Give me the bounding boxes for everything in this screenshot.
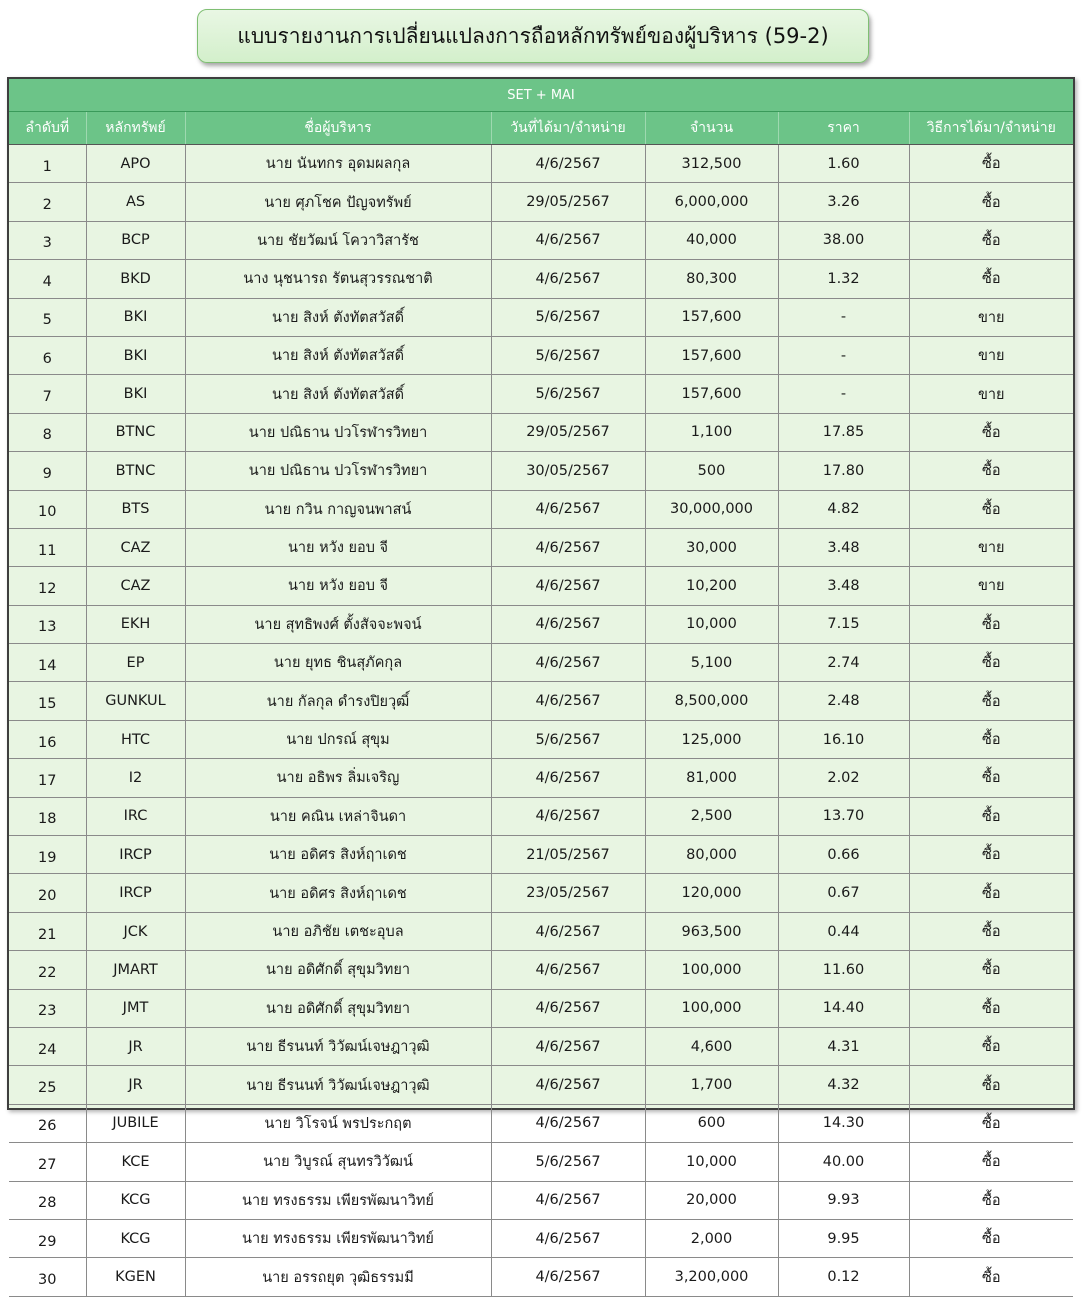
cell-no: 4 — [9, 260, 86, 298]
cell-method: ซื้อ — [909, 605, 1073, 643]
cell-method: ซื้อ — [909, 989, 1073, 1027]
cell-name: นาย สิงห์ ตังทัตสวัสดิ์ — [185, 336, 491, 374]
cell-volume: 157,600 — [645, 298, 778, 336]
cell-date: 29/05/2567 — [491, 183, 645, 221]
cell-method: ซื้อ — [909, 1143, 1073, 1181]
cell-no: 15 — [9, 682, 86, 720]
cell-name: นาย วิโรจน์ พรประกฤต — [185, 1104, 491, 1142]
cell-volume: 125,000 — [645, 720, 778, 758]
cell-price: 16.10 — [778, 720, 909, 758]
cell-date: 4/6/2567 — [491, 528, 645, 566]
table-row — [9, 336, 1073, 374]
cell-no: 5 — [9, 298, 86, 336]
cell-date: 4/6/2567 — [491, 682, 645, 720]
cell-name: นาย หวัง ยอบ จี — [185, 528, 491, 566]
cell-volume: 2,500 — [645, 797, 778, 835]
cell-date: 4/6/2567 — [491, 567, 645, 605]
cell-date: 23/05/2567 — [491, 874, 645, 912]
cell-name: นาย คณิน เหล่าจินดา — [185, 797, 491, 835]
cell-name: นาย อภิชัย เตชะอุบล — [185, 912, 491, 950]
cell-security: IRC — [86, 797, 185, 835]
cell-method: ขาย — [909, 375, 1073, 413]
cell-security: JR — [86, 1066, 185, 1104]
cell-method: ซื้อ — [909, 874, 1073, 912]
cell-security: EKH — [86, 605, 185, 643]
table-row — [9, 1027, 1073, 1065]
cell-date: 30/05/2567 — [491, 452, 645, 490]
cell-security: KCE — [86, 1143, 185, 1181]
cell-price: - — [778, 336, 909, 374]
cell-no: 30 — [9, 1258, 86, 1296]
cell-volume: 1,700 — [645, 1066, 778, 1104]
cell-price: 4.32 — [778, 1066, 909, 1104]
cell-price: 38.00 — [778, 221, 909, 259]
cell-no: 9 — [9, 452, 86, 490]
cell-no: 14 — [9, 644, 86, 682]
cell-price: 14.40 — [778, 989, 909, 1027]
cell-price: 14.30 — [778, 1104, 909, 1142]
cell-price: 2.48 — [778, 682, 909, 720]
cell-volume: 100,000 — [645, 951, 778, 989]
cell-security: KCG — [86, 1219, 185, 1257]
cell-name: นาย ปณิธาน ปวโรฬารวิทยา — [185, 413, 491, 451]
cell-date: 5/6/2567 — [491, 298, 645, 336]
cell-volume: 2,000 — [645, 1219, 778, 1257]
cell-date: 4/6/2567 — [491, 1027, 645, 1065]
cell-price: 2.02 — [778, 759, 909, 797]
cell-name: นาย ธีรนนท์ วิวัฒน์เจษฎาวุฒิ — [185, 1027, 491, 1065]
report-table-container — [7, 77, 1075, 1289]
column-header-price: ราคา — [778, 112, 909, 145]
cell-date: 4/6/2567 — [491, 221, 645, 259]
column-header-no: ลำดับที่ — [9, 112, 86, 145]
cell-date: 4/6/2567 — [491, 1104, 645, 1142]
cell-security: BTNC — [86, 452, 185, 490]
cell-name: นาย อธิพร ลิ่มเจริญ — [185, 759, 491, 797]
cell-price: 0.66 — [778, 836, 909, 874]
cell-date: 4/6/2567 — [491, 490, 645, 528]
cell-volume: 20,000 — [645, 1181, 778, 1219]
cell-volume: 10,000 — [645, 1143, 778, 1181]
cell-no: 24 — [9, 1027, 86, 1065]
cell-volume: 3,200,000 — [645, 1258, 778, 1296]
cell-date: 5/6/2567 — [491, 336, 645, 374]
cell-no: 22 — [9, 951, 86, 989]
table-row — [9, 1066, 1073, 1104]
cell-date: 4/6/2567 — [491, 797, 645, 835]
cell-volume: 5,100 — [645, 644, 778, 682]
cell-security: AS — [86, 183, 185, 221]
cell-no: 12 — [9, 567, 86, 605]
cell-method: ซื้อ — [909, 720, 1073, 758]
cell-volume: 157,600 — [645, 375, 778, 413]
table-row — [9, 1181, 1073, 1219]
cell-method: ซื้อ — [909, 797, 1073, 835]
cell-security: CAZ — [86, 528, 185, 566]
cell-date: 5/6/2567 — [491, 1143, 645, 1181]
cell-date: 4/6/2567 — [491, 1258, 645, 1296]
table-row — [9, 528, 1073, 566]
table-row — [9, 720, 1073, 758]
cell-volume: 963,500 — [645, 912, 778, 950]
cell-method: ขาย — [909, 298, 1073, 336]
cell-volume: 80,300 — [645, 260, 778, 298]
cell-date: 29/05/2567 — [491, 413, 645, 451]
cell-date: 21/05/2567 — [491, 836, 645, 874]
cell-date: 4/6/2567 — [491, 260, 645, 298]
cell-method: ซื้อ — [909, 836, 1073, 874]
cell-price: 7.15 — [778, 605, 909, 643]
cell-method: ซื้อ — [909, 145, 1073, 183]
cell-security: JR — [86, 1027, 185, 1065]
cell-price: 9.95 — [778, 1219, 909, 1257]
cell-name: นาย ชัยวัฒน์ โควาวิสารัช — [185, 221, 491, 259]
cell-method: ซื้อ — [909, 644, 1073, 682]
cell-method: ซื้อ — [909, 490, 1073, 528]
cell-name: นาย ปณิธาน ปวโรฬารวิทยา — [185, 452, 491, 490]
table-row — [9, 567, 1073, 605]
column-header-date: วันที่ได้มา/จำหน่าย — [491, 112, 645, 145]
cell-volume: 1,100 — [645, 413, 778, 451]
cell-no: 17 — [9, 759, 86, 797]
table-row — [9, 145, 1073, 183]
cell-method: ซื้อ — [909, 260, 1073, 298]
cell-no: 25 — [9, 1066, 86, 1104]
cell-method: ขาย — [909, 336, 1073, 374]
column-header-row — [9, 112, 1073, 145]
cell-price: 2.74 — [778, 644, 909, 682]
cell-security: JMART — [86, 951, 185, 989]
cell-price: 17.85 — [778, 413, 909, 451]
cell-no: 6 — [9, 336, 86, 374]
table-row — [9, 874, 1073, 912]
cell-method: ซื้อ — [909, 1258, 1073, 1296]
cell-name: นาย กวิน กาญจนพาสน์ — [185, 490, 491, 528]
cell-method: ซื้อ — [909, 951, 1073, 989]
cell-no: 29 — [9, 1219, 86, 1257]
cell-no: 19 — [9, 836, 86, 874]
cell-method: ขาย — [909, 528, 1073, 566]
cell-security: BKI — [86, 336, 185, 374]
table-row — [9, 951, 1073, 989]
cell-method: ซื้อ — [909, 221, 1073, 259]
cell-method: ขาย — [909, 567, 1073, 605]
cell-security: BKI — [86, 298, 185, 336]
cell-date: 4/6/2567 — [491, 644, 645, 682]
cell-method: ซื้อ — [909, 1066, 1073, 1104]
cell-security: KCG — [86, 1181, 185, 1219]
cell-price: 3.48 — [778, 567, 909, 605]
cell-method: ซื้อ — [909, 452, 1073, 490]
cell-name: นาย อดิศักดิ์ สุขุมวิทยา — [185, 989, 491, 1027]
column-header-security: หลักทรัพย์ — [86, 112, 185, 145]
cell-security: BCP — [86, 221, 185, 259]
cell-security: I2 — [86, 759, 185, 797]
table-row — [9, 490, 1073, 528]
cell-volume: 100,000 — [645, 989, 778, 1027]
cell-no: 7 — [9, 375, 86, 413]
cell-security: BTNC — [86, 413, 185, 451]
cell-price: - — [778, 375, 909, 413]
cell-volume: 8,500,000 — [645, 682, 778, 720]
cell-date: 4/6/2567 — [491, 145, 645, 183]
cell-date: 4/6/2567 — [491, 605, 645, 643]
table-row — [9, 797, 1073, 835]
cell-no: 18 — [9, 797, 86, 835]
cell-name: นาย นันทกร อุดมผลกุล — [185, 145, 491, 183]
cell-volume: 120,000 — [645, 874, 778, 912]
cell-date: 5/6/2567 — [491, 720, 645, 758]
cell-date: 4/6/2567 — [491, 1219, 645, 1257]
cell-date: 4/6/2567 — [491, 912, 645, 950]
cell-name: นาง นุชนารถ รัตนสุวรรณชาติ — [185, 260, 491, 298]
cell-date: 4/6/2567 — [491, 1181, 645, 1219]
cell-price: 17.80 — [778, 452, 909, 490]
cell-no: 27 — [9, 1143, 86, 1181]
cell-date: 4/6/2567 — [491, 951, 645, 989]
cell-name: นาย อดิศร สิงห์ฤาเดช — [185, 874, 491, 912]
cell-volume: 500 — [645, 452, 778, 490]
group-header: SET + MAI — [9, 79, 1073, 112]
cell-date: 5/6/2567 — [491, 375, 645, 413]
table-row — [9, 452, 1073, 490]
cell-volume: 40,000 — [645, 221, 778, 259]
table-row — [9, 375, 1073, 413]
cell-security: JMT — [86, 989, 185, 1027]
cell-price: 11.60 — [778, 951, 909, 989]
cell-no: 20 — [9, 874, 86, 912]
cell-no: 2 — [9, 183, 86, 221]
table-row — [9, 1143, 1073, 1181]
cell-method: ซื้อ — [909, 1181, 1073, 1219]
cell-date: 4/6/2567 — [491, 989, 645, 1027]
table-row — [9, 413, 1073, 451]
cell-no: 8 — [9, 413, 86, 451]
cell-no: 10 — [9, 490, 86, 528]
cell-volume: 157,600 — [645, 336, 778, 374]
column-header-name: ชื่อผู้บริหาร — [185, 112, 491, 145]
table-row — [9, 1258, 1073, 1296]
cell-name: นาย กัลกุล ดำรงปิยวุฒิ์ — [185, 682, 491, 720]
cell-price: 13.70 — [778, 797, 909, 835]
cell-method: ซื้อ — [909, 759, 1073, 797]
cell-volume: 10,000 — [645, 605, 778, 643]
report-table — [9, 79, 1073, 1297]
cell-price: 3.48 — [778, 528, 909, 566]
cell-name: นาย ศุภโชค ปัญจทรัพย์ — [185, 183, 491, 221]
cell-name: นาย ทรงธรรม เพียรพัฒนาวิทย์ — [185, 1219, 491, 1257]
table-row — [9, 989, 1073, 1027]
cell-price: 4.82 — [778, 490, 909, 528]
cell-security: JUBILE — [86, 1104, 185, 1142]
cell-date: 4/6/2567 — [491, 759, 645, 797]
cell-name: นาย สิงห์ ตังทัตสวัสดิ์ — [185, 298, 491, 336]
table-row — [9, 221, 1073, 259]
cell-name: นาย อดิศักดิ์ สุขุมวิทยา — [185, 951, 491, 989]
cell-security: KGEN — [86, 1258, 185, 1296]
cell-security: IRCP — [86, 874, 185, 912]
cell-no: 16 — [9, 720, 86, 758]
cell-name: นาย ปกรณ์ สุขุม — [185, 720, 491, 758]
cell-no: 13 — [9, 605, 86, 643]
table-row — [9, 644, 1073, 682]
table-row — [9, 605, 1073, 643]
table-row — [9, 836, 1073, 874]
cell-volume: 30,000 — [645, 528, 778, 566]
cell-name: นาย สิงห์ ตังทัตสวัสดิ์ — [185, 375, 491, 413]
cell-price: 0.44 — [778, 912, 909, 950]
cell-price: 9.93 — [778, 1181, 909, 1219]
cell-price: 1.60 — [778, 145, 909, 183]
cell-name: นาย อดิศร สิงห์ฤาเดช — [185, 836, 491, 874]
cell-no: 1 — [9, 145, 86, 183]
cell-no: 3 — [9, 221, 86, 259]
cell-volume: 30,000,000 — [645, 490, 778, 528]
cell-security: BKD — [86, 260, 185, 298]
cell-volume: 4,600 — [645, 1027, 778, 1065]
cell-price: 0.67 — [778, 874, 909, 912]
table-body — [9, 145, 1073, 1297]
cell-method: ซื้อ — [909, 413, 1073, 451]
table-row — [9, 298, 1073, 336]
cell-volume: 81,000 — [645, 759, 778, 797]
cell-security: JCK — [86, 912, 185, 950]
cell-price: 1.32 — [778, 260, 909, 298]
report-title: แบบรายงานการเปลี่ยนแปลงการถือหลักทรัพย์ของผู้บริหาร (59-2) — [197, 9, 869, 63]
cell-security: GUNKUL — [86, 682, 185, 720]
table-row — [9, 260, 1073, 298]
cell-volume: 312,500 — [645, 145, 778, 183]
cell-security: CAZ — [86, 567, 185, 605]
cell-price: 3.26 — [778, 183, 909, 221]
cell-volume: 10,200 — [645, 567, 778, 605]
cell-name: นาย ทรงธรรม เพียรพัฒนาวิทย์ — [185, 1181, 491, 1219]
cell-name: นาย วิบูรณ์ สุนทรวิวัฒน์ — [185, 1143, 491, 1181]
cell-no: 28 — [9, 1181, 86, 1219]
cell-date: 4/6/2567 — [491, 1066, 645, 1104]
column-header-method: วิธีการได้มา/จำหน่าย — [909, 112, 1073, 145]
table-row — [9, 1104, 1073, 1142]
cell-security: BTS — [86, 490, 185, 528]
cell-name: นาย ธีรนนท์ วิวัฒน์เจษฎาวุฒิ — [185, 1066, 491, 1104]
cell-security: APO — [86, 145, 185, 183]
cell-name: นาย หวัง ยอบ จี — [185, 567, 491, 605]
cell-security: IRCP — [86, 836, 185, 874]
cell-no: 26 — [9, 1104, 86, 1142]
cell-price: - — [778, 298, 909, 336]
cell-name: นาย อรรถยุต วุฒิธรรมมี — [185, 1258, 491, 1296]
cell-volume: 600 — [645, 1104, 778, 1142]
cell-method: ซื้อ — [909, 183, 1073, 221]
cell-name: นาย ยุทธ ชินสุภัคกุล — [185, 644, 491, 682]
cell-no: 11 — [9, 528, 86, 566]
table-row — [9, 912, 1073, 950]
cell-price: 40.00 — [778, 1143, 909, 1181]
cell-method: ซื้อ — [909, 1219, 1073, 1257]
cell-security: HTC — [86, 720, 185, 758]
cell-method: ซื้อ — [909, 1104, 1073, 1142]
cell-method: ซื้อ — [909, 682, 1073, 720]
cell-method: ซื้อ — [909, 1027, 1073, 1065]
cell-security: BKI — [86, 375, 185, 413]
cell-method: ซื้อ — [909, 912, 1073, 950]
cell-no: 21 — [9, 912, 86, 950]
cell-volume: 80,000 — [645, 836, 778, 874]
cell-volume: 6,000,000 — [645, 183, 778, 221]
table-row — [9, 1219, 1073, 1257]
cell-no: 23 — [9, 989, 86, 1027]
group-header-row — [9, 79, 1073, 112]
table-row — [9, 759, 1073, 797]
cell-price: 0.12 — [778, 1258, 909, 1296]
table-row — [9, 682, 1073, 720]
cell-name: นาย สุทธิพงศ์ ตั้งสัจจะพจน์ — [185, 605, 491, 643]
column-header-volume: จำนวน — [645, 112, 778, 145]
cell-security: EP — [86, 644, 185, 682]
table-row — [9, 183, 1073, 221]
cell-price: 4.31 — [778, 1027, 909, 1065]
